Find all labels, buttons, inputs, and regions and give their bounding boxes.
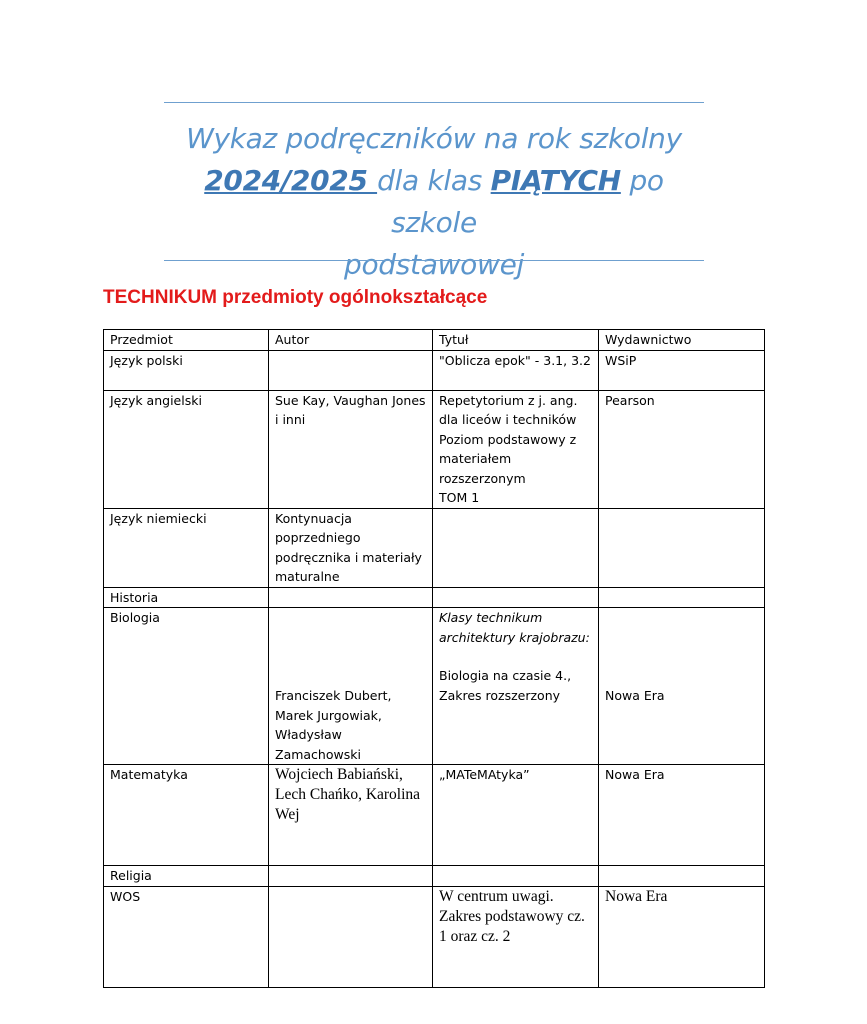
row-subject: Język niemiecki	[104, 508, 269, 587]
table-row	[104, 765, 765, 866]
title-rule-bottom	[164, 260, 704, 261]
row-publisher	[599, 608, 765, 765]
row-subject: Historia	[104, 587, 269, 608]
row-author-spacer	[275, 608, 426, 686]
table-row	[104, 508, 765, 587]
title-end: po szkole	[391, 164, 664, 239]
row-title-volume: TOM 1	[439, 490, 480, 505]
row-author	[269, 350, 433, 390]
header-publisher: Wydawnictwo	[599, 330, 765, 351]
textbook-table	[103, 329, 765, 988]
row-publisher	[599, 508, 765, 587]
row-publisher: Pearson	[599, 390, 765, 508]
row-subject: Matematyka	[104, 765, 269, 866]
row-subject: Religia	[104, 866, 269, 887]
row-publisher: WSiP	[599, 350, 765, 390]
title-rule-top	[164, 102, 704, 103]
row-author-names: Franciszek Dubert, Marek Jurgowiak, Władysław Zamachowski	[275, 688, 392, 762]
row-subject: Biologia	[104, 608, 269, 765]
school-year: 2024/2025	[204, 164, 378, 197]
table-row	[104, 608, 765, 765]
row-publisher	[599, 866, 765, 887]
row-author: Sue Kay, Vaughan Jones i inni	[269, 390, 433, 508]
row-title: „MATeMAtyka”	[433, 765, 599, 866]
row-author	[269, 866, 433, 887]
class-level: PIĄTYCH	[490, 164, 621, 197]
table-row	[104, 350, 765, 390]
row-author: Kontynuacja poprzedniego podręcznika i materiały maturalne	[269, 508, 433, 587]
row-author	[269, 886, 433, 987]
row-publisher: Nowa Era	[599, 886, 765, 987]
title-mid: dla klas	[377, 164, 491, 197]
row-title-main: Repetytorium z j. ang. dla liceów i techników Poziom podstawowy z materiałem rozszerzonym	[439, 392, 578, 486]
row-title: "Oblicza epok" - 3.1, 3.2	[433, 350, 599, 390]
row-title-note: Klasy technikum architektury krajobrazu:	[439, 610, 590, 645]
row-title	[433, 587, 599, 608]
row-title-main: Biologia na czasie 4., Zakres rozszerzony	[439, 668, 572, 703]
row-subject: Język angielski	[104, 390, 269, 508]
row-publisher: Nowa Era	[599, 765, 765, 866]
row-author	[269, 608, 433, 765]
row-publisher-name: Nowa Era	[605, 688, 665, 703]
row-title: W centrum uwagi. Zakres podstawowy cz. 1 oraz cz. 2	[433, 886, 599, 987]
table-row	[104, 866, 765, 887]
row-publisher-spacer	[605, 608, 758, 686]
row-title	[433, 508, 599, 587]
table-row	[104, 886, 765, 987]
row-author	[269, 587, 433, 608]
table-row	[104, 390, 765, 508]
title-line-3: podstawowej	[343, 248, 525, 281]
title-line-2	[164, 160, 704, 244]
title-line-1: Wykaz podręczników na rok szkolny	[186, 122, 682, 155]
row-publisher	[599, 587, 765, 608]
row-author: Wojciech Babiański, Lech Chańko, Karolina Wej	[269, 765, 433, 866]
row-title	[433, 866, 599, 887]
header-subject: Przedmiot	[104, 330, 269, 351]
row-title	[433, 608, 599, 765]
table-header-row	[104, 330, 765, 351]
table-row	[104, 587, 765, 608]
header-title: Tytuł	[433, 330, 599, 351]
row-title-gap	[439, 647, 592, 666]
header-author: Autor	[269, 330, 433, 351]
row-title	[433, 390, 599, 508]
section-heading: TECHNIKUM przedmioty ogólnokształcące	[103, 287, 488, 308]
row-subject: Język polski	[104, 350, 269, 390]
row-subject: WOS	[104, 886, 269, 987]
